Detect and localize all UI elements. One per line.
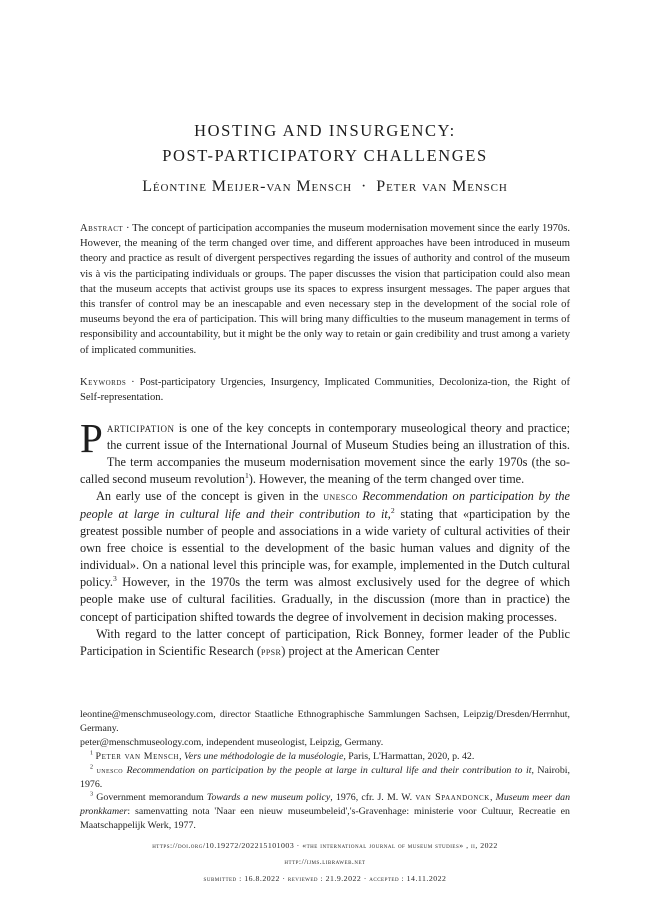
footnote-text: , Paris, L'Harmattan, 2020, p. 42.: [343, 750, 475, 762]
paragraph: [80, 488, 570, 625]
footnote-ref[interactable]: 2: [390, 506, 395, 516]
abstract-label: Abstract: [80, 223, 124, 234]
abstract-separator: ·: [125, 223, 130, 234]
footnote-text: Government memorandum: [96, 792, 204, 804]
affiliation: leontine@menschmuseology.com, director Staatliche Ethnographische Sammlungen Sachsen, Leipzig/Dresden/Herrnhut, Germany.: [80, 709, 570, 734]
article-title-line-1: HOSTING AND INSURGENCY:: [194, 121, 456, 140]
abbreviation: unesco: [96, 764, 123, 775]
paragraph-text: ) project at the American Center: [281, 643, 440, 658]
journal-url[interactable]: http://ijms.libraweb.net: [284, 857, 366, 866]
author-separator: ·: [361, 178, 368, 195]
abbreviation: unesco: [323, 491, 358, 504]
author-line: [0, 178, 650, 196]
footnote-title: Vers une méthodologie de la muséologie: [184, 750, 344, 762]
paragraph-text: is one of the key concepts in contemporary museological theory and practice; the current issue of the International Journal of Museum Studies being an illustration of this. The term accompanies the museum modernisation movement since the early 1970s (the so-called second museum revolution: [80, 421, 571, 487]
doi-journal-line[interactable]: https://doi.org/10.19272/202215101003 · «the international journal of museum studies» , ii, 2022: [152, 841, 498, 850]
abbreviation: ppsr: [260, 645, 282, 658]
footnote: [80, 764, 570, 792]
paragraph: [80, 626, 570, 661]
italic-title: Recommendation on participation by the people at large in cultural life and their contribution to it,: [80, 489, 570, 522]
footnote-number: 2: [90, 764, 94, 771]
footnote: $^1$ Peter van Mensch, Vers une méthodologie de la muséologie, Paris, L'Harmattan, 2020, p. 42.: [90, 750, 475, 762]
article-title-line-2: POST-PARTICIPATORY CHALLENGES: [162, 146, 488, 165]
footnote: [80, 791, 570, 833]
footnote-ref[interactable]: 3: [113, 574, 117, 584]
footnote-number: 1: [90, 750, 94, 757]
footnote-author: Peter van Mensch: [95, 750, 180, 762]
keywords-separator: ·: [131, 377, 135, 388]
body-text: [80, 415, 571, 661]
footnote-author: van Spaandonck: [415, 792, 490, 804]
abstract-text: The concept of participation accompanies the museum modernisation movement since the early 1970s. However, the meaning of the term changed over time, and different approaches have been introduced in museum theory and practice as result of divergent perspectives regarding the issues of authority and control of the museum vis à vis the participating individuals or groups. The paper discusses the vision that participation could also mean that the museum accepts that activist groups use its spaces to express insurgent messages. The paper argues that this transfer of control may be an inescapable and even necessary step in the development of the social role of museums beyond the era of participation. This will bring many difficulties to the museum management in terms of responsibility and accountability, but it might be the only way to retain or gain credibility and trust among a variety of implicated communities.: [80, 223, 570, 356]
keywords-text: Post-participatory Urgencies, Insurgency, Implicated Communities, Decoloniza-tion, the Right of Self-representation.: [80, 377, 570, 404]
opening-word: articipation: [106, 421, 175, 435]
footnote-text: , Nairobi, 1976.: [80, 764, 571, 790]
keywords: [80, 375, 570, 405]
footnote-text: , 1976, cfr. J. M. W.: [330, 792, 413, 804]
paragraph-text: An early use of the concept is given in the: [96, 489, 319, 504]
drop-cap: P: [80, 415, 103, 461]
footnote-title: Recommendation on participation by the people at large in cultural life and their contribution to it: [126, 764, 532, 776]
keywords-label: Keywords: [80, 377, 127, 388]
paragraph-text: ). However, the meaning of the term changed over time.: [248, 472, 525, 487]
footnote-title: Towards a new museum policy: [206, 792, 331, 804]
footnote-text: : samenvatting nota 'Naar een nieuw museumbeleid','s-Gravenhage: ministerie voor Cultuur, Recreatie en Maatschappelijk Werk, 1977.: [80, 806, 570, 832]
author-name: Peter van Mensch: [376, 178, 508, 195]
paragraph-text: However, in the 1970s the term was almost exclusively used for the degree of which people make use of cultural facilities. Gradually, in the discussion (more than in practice) the concept of participation shifted towards the degree of involvement in decision making processes.: [80, 575, 571, 624]
submission-dates: submitted : 16.8.2022 · reviewed : 21.9.2022 · accepted : 14.11.2022: [203, 874, 447, 883]
footnote-title: Museum meer dan pronkkamer: [80, 792, 571, 818]
paragraph: [80, 415, 571, 488]
footnote-number: 3: [90, 792, 94, 799]
paragraph-text: With regard to the latter concept of participation, Rick Bonney, former leader of the Public Participation in Scientific Research (: [80, 626, 570, 658]
abstract: [80, 221, 570, 358]
author-name: Léontine Meijer-van Mensch: [142, 178, 353, 195]
footnote-ref[interactable]: 1: [244, 471, 249, 481]
footnote-text: ,: [489, 792, 493, 804]
affiliation: peter@menschmuseology.com, independent museologist, Leipzig, Germany.: [80, 736, 384, 748]
footnotes: [80, 708, 570, 833]
paragraph-text: stating that «participation by the greatest possible number of people and associations in a wide variety of cultural activities of their own free choice is essential to the development of the basic human values and dignity of the individual». On a national level this principle was, for example, implemented in the Dutch cultural policy.: [80, 507, 571, 590]
